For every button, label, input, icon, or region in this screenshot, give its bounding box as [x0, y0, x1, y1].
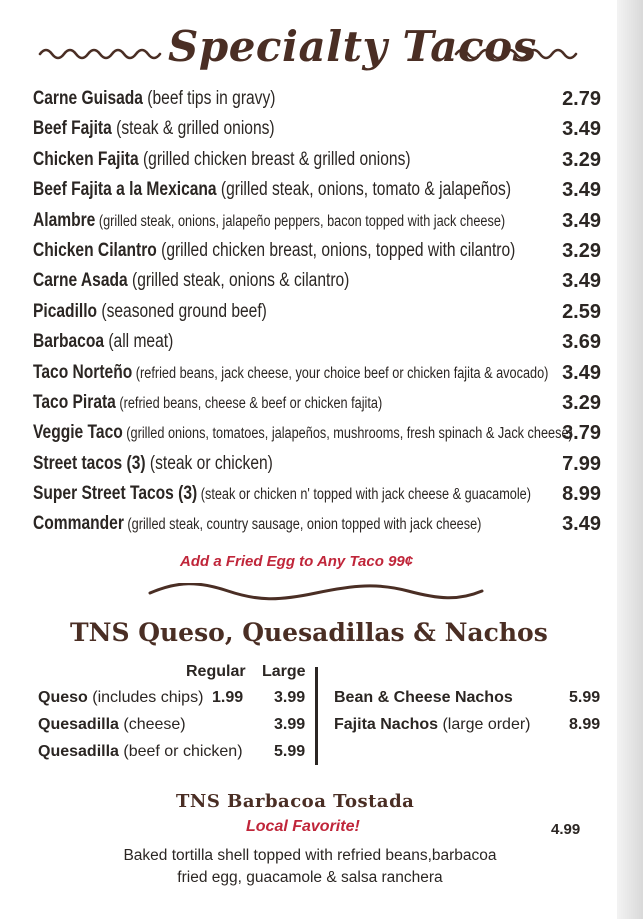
taco-price: 3.29	[562, 148, 601, 171]
taco-description: (grilled chicken breast & grilled onions)	[138, 148, 411, 170]
item-name: Fajita Nachos	[334, 716, 439, 733]
queso-large-price: 3.99	[274, 689, 306, 706]
taco-price: 3.49	[562, 118, 601, 141]
bean-cheese-nachos-item	[334, 689, 513, 707]
column-header-large: Large	[262, 663, 306, 680]
queso-section-title: TNS Queso, Quesadillas & Nachos	[70, 618, 548, 647]
taco-description: (grilled onions, tomatoes, jalapeños, mushrooms, fresh spinach & Jack cheese)	[122, 425, 573, 443]
taco-description: (refried beans, cheese & beef or chicken fajita)	[115, 394, 383, 412]
taco-description: (refried beans, jack cheese, your choice beef or chicken fajita & avocado)	[132, 364, 549, 382]
tostada-price: 4.99	[551, 821, 581, 838]
wave-divider	[148, 583, 484, 603]
taco-price: 3.49	[562, 179, 601, 202]
tostada-title: TNS Barbacoa Tostada	[176, 791, 415, 812]
taco-price: 3.29	[562, 239, 601, 262]
taco-description: (grilled steak, onions, jalapeño peppers, bacon topped with jack cheese)	[95, 212, 506, 230]
taco-item	[33, 116, 603, 146]
taco-price: 7.99	[562, 452, 601, 475]
taco-item	[33, 360, 603, 390]
taco-description: (grilled steak, onions & cilantro)	[127, 270, 350, 292]
taco-price: 3.79	[562, 422, 601, 445]
taco-price: 3.49	[562, 361, 601, 384]
column-header-regular: Regular	[186, 663, 246, 680]
tostada-tagline: Local Favorite!	[246, 818, 360, 835]
taco-description: (steak & grilled onions)	[111, 118, 275, 140]
taco-item	[33, 238, 603, 268]
taco-description: (all meat)	[104, 331, 174, 353]
page-edge-shadow	[617, 0, 643, 919]
taco-name: Barbacoa	[33, 331, 105, 353]
header	[38, 18, 598, 84]
taco-item	[33, 177, 603, 207]
taco-item	[33, 481, 603, 511]
quesadilla-meat-price: 5.99	[274, 743, 306, 760]
taco-item	[33, 86, 603, 116]
taco-name: Carne Asada	[33, 270, 128, 292]
taco-name: Street tacos (3)	[33, 452, 146, 474]
taco-item	[33, 511, 603, 541]
taco-list	[33, 86, 603, 542]
taco-name: Super Street Tacos (3)	[33, 483, 198, 505]
item-desc: (cheese)	[118, 716, 186, 733]
taco-price: 2.79	[562, 88, 601, 110]
bean-cheese-nachos-price: 5.99	[569, 689, 601, 706]
taco-item	[33, 299, 603, 329]
taco-price: 3.29	[562, 391, 601, 414]
item-name: Queso	[38, 689, 88, 706]
taco-description: (grilled steak, country sausage, onion topped with jack cheese)	[123, 516, 482, 534]
left-squiggle-ornament	[38, 44, 166, 60]
taco-name: Chicken Cilantro	[33, 239, 157, 261]
taco-description: (steak or chicken n' topped with jack cheese & guacamole)	[197, 486, 531, 504]
taco-price: 8.99	[562, 483, 601, 506]
taco-name: Taco Norteño	[33, 361, 133, 383]
taco-name: Taco Pirata	[33, 391, 116, 413]
taco-price: 3.49	[562, 513, 601, 536]
taco-item	[33, 390, 603, 420]
page-title: Specialty Tacos	[168, 22, 537, 71]
taco-description: (steak or chicken)	[145, 452, 273, 474]
taco-item	[33, 268, 603, 298]
quesadilla-meat-item	[38, 743, 243, 761]
taco-name: Commander	[33, 513, 124, 535]
quesadilla-cheese-price: 3.99	[274, 716, 306, 733]
taco-name: Alambre	[33, 209, 96, 231]
fajita-nachos-price: 8.99	[569, 716, 601, 733]
taco-item	[33, 451, 603, 481]
taco-item	[33, 147, 603, 177]
taco-price: 3.49	[562, 209, 601, 232]
taco-name: Beef Fajita a la Mexicana	[33, 179, 217, 201]
taco-description: (beef tips in gravy)	[142, 88, 276, 109]
taco-item	[33, 420, 603, 450]
taco-price: 3.49	[562, 270, 601, 293]
item-desc: (large order)	[438, 716, 531, 733]
item-name: Quesadilla	[38, 716, 119, 733]
column-divider	[315, 667, 318, 765]
item-desc: (includes chips)	[87, 689, 204, 706]
item-desc: (beef or chicken)	[118, 743, 243, 760]
tostada-desc-line-2: fried egg, guacamole & salsa ranchera	[177, 869, 443, 886]
taco-name: Chicken Fajita	[33, 148, 139, 170]
queso-item	[38, 689, 203, 707]
taco-price: 2.59	[562, 300, 601, 323]
fajita-nachos-item	[334, 716, 531, 734]
right-squiggle-ornament	[454, 44, 586, 60]
quesadilla-cheese-item	[38, 716, 186, 734]
taco-name: Picadillo	[33, 300, 98, 322]
taco-name: Veggie Taco	[33, 422, 123, 444]
taco-item	[33, 329, 603, 359]
taco-description: (grilled chicken breast, onions, topped with cilantro)	[156, 239, 516, 261]
item-name: Quesadilla	[38, 743, 119, 760]
taco-description: (seasoned ground beef)	[97, 300, 267, 322]
addon-note: Add a Fried Egg to Any Taco 99¢	[180, 553, 414, 570]
taco-description: (grilled steak, onions, tomato & jalapeños)	[216, 179, 512, 201]
taco-name: Beef Fajita	[33, 118, 112, 140]
taco-price: 3.69	[562, 331, 601, 354]
tostada-description	[120, 845, 500, 889]
taco-name: Carne Guisada	[33, 88, 143, 109]
tostada-desc-line-1: Baked tortilla shell topped with refried beans,barbacoa	[123, 847, 497, 864]
queso-regular-price: 1.99	[212, 689, 244, 706]
item-name: Bean & Cheese Nachos	[334, 689, 513, 706]
taco-item	[33, 208, 603, 238]
